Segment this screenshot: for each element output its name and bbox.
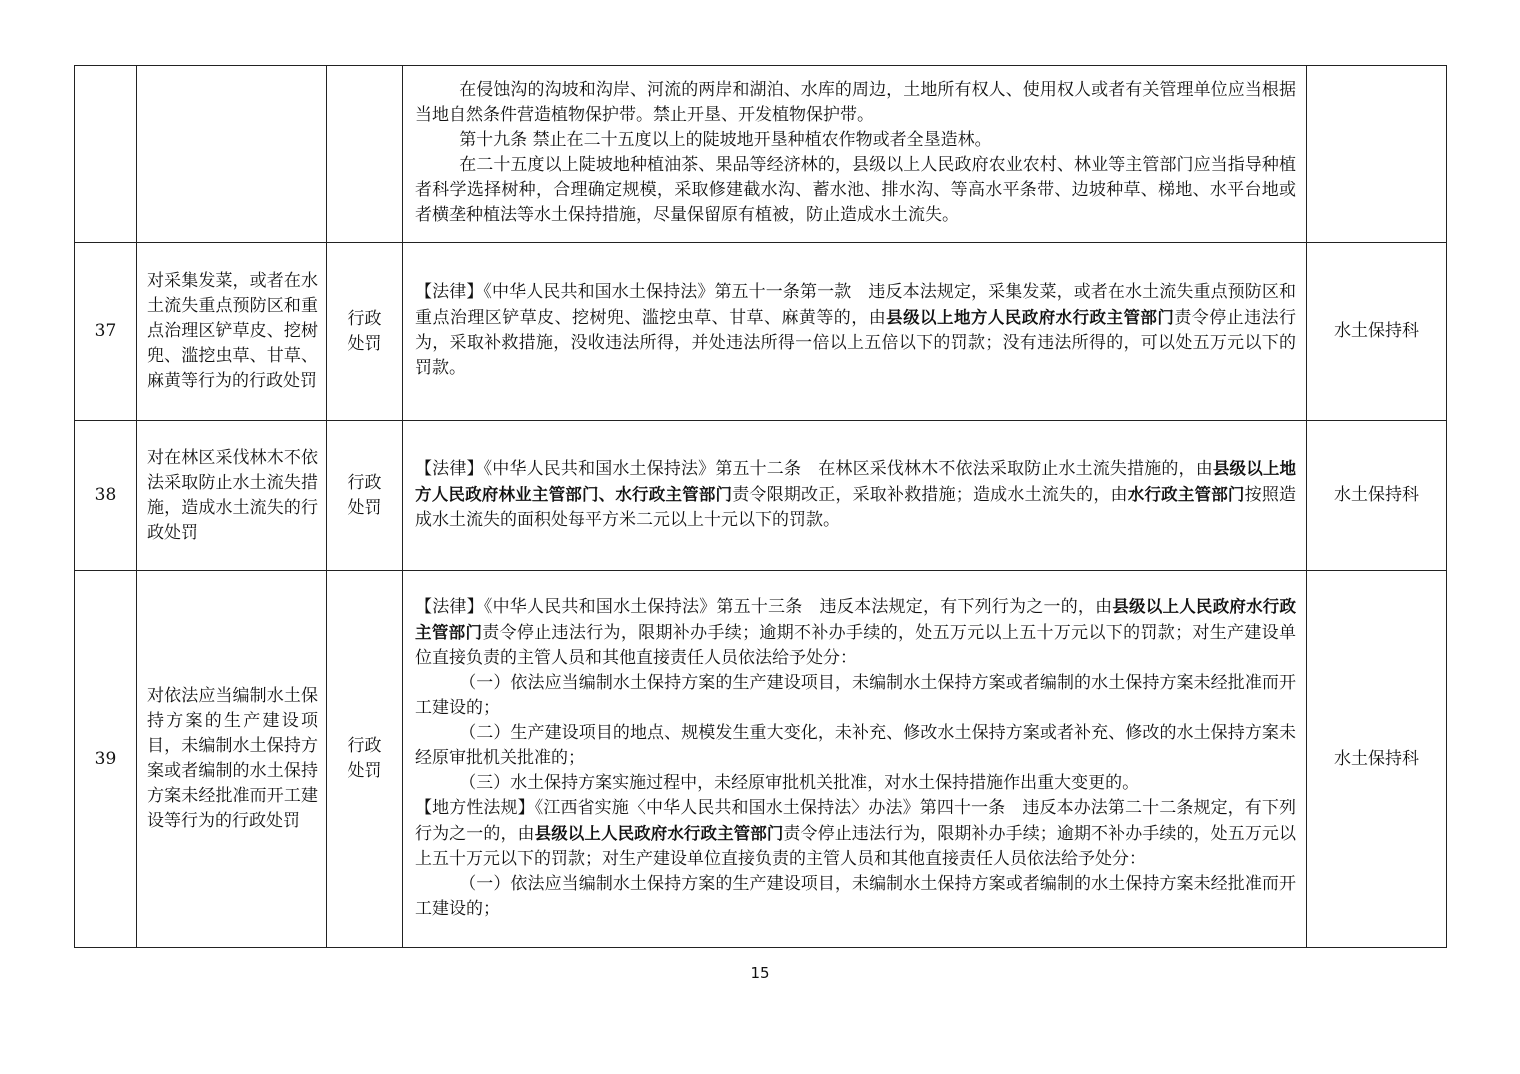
legal-paragraph bbox=[415, 78, 1296, 128]
legal-text: 责令限期改正，采取补救措施；造成水土流失的，由 bbox=[732, 485, 1128, 505]
legal-text: 【地方性法规】《江西省实施〈中华人民共和国水土保持法〉办法》第四十一条 违反本办法第二十二条规定，有下列行为之一的，由 bbox=[415, 798, 1296, 844]
responsible-dept: 水土保持科 bbox=[1307, 421, 1447, 571]
legal-paragraph bbox=[415, 671, 1296, 721]
item-name: 对采集发菜，或者在水土流失重点预防区和重点治理区铲草皮、挖树兜、滥挖虫草、甘草、麻黄等行为的行政处罚 bbox=[137, 243, 327, 421]
item-category: 行政处罚 bbox=[327, 421, 403, 571]
item-category: 行政处罚 bbox=[327, 571, 403, 948]
legal-paragraph bbox=[415, 280, 1296, 381]
legal-paragraph bbox=[415, 128, 1296, 153]
authority-emphasis: 县级以上人民政府水行政主管部门 bbox=[415, 597, 1297, 642]
legal-text: 责令停止违法行为，采取补救措施，没收违法所得，并处违法所得一倍以上五倍以下的罚款；没有违法所得的，可以处五万元以下的罚款。 bbox=[415, 308, 1297, 378]
legal-paragraph bbox=[415, 721, 1296, 771]
legal-text: （二）生产建设项目的地点、规模发生重大变化，未补充、修改水土保持方案或者补充、修改的水土保持方案未经原审批机关批准的； bbox=[415, 723, 1296, 768]
item-name: 对在林区采伐林木不依法采取防止水土流失措施，造成水土流失的行政处罚 bbox=[137, 421, 327, 571]
authority-emphasis: 水行政主管部门 bbox=[1127, 485, 1245, 504]
legal-text: 【法律】《中华人民共和国水土保持法》第五十一条第一款 违反本法规定，采集发菜，或者在水土流失重点预防区和重点治理区铲草皮、挖树兜、滥挖虫草、甘草、麻黄等的，由 bbox=[415, 282, 1296, 328]
legal-text: 责令停止违法行为，限期补办手续；逾期不补办手续的，处五万元以上五十万元以下的罚款；对生产建设单位直接负责的主管人员和其他直接责任人员依法给予处分： bbox=[415, 824, 1297, 869]
responsible-dept bbox=[1307, 66, 1447, 243]
legal-paragraph bbox=[415, 456, 1296, 533]
legal-text: 在二十五度以上陡坡地种植油茶、果品等经济林的，县级以上人民政府农业农村、林业等主管部门应当指导种植者科学选择树种，合理确定规模，采取修建截水沟、蓄水池、排水沟、等高水平条带、边坡种草、梯地、水平台地或者横垄种植法等水土保持措施，尽量保留原有植被，防止造成水土流失。 bbox=[415, 155, 1296, 225]
legal-paragraph bbox=[415, 796, 1296, 872]
legal-text: 【法律】《中华人民共和国水土保持法》第五十二条 在林区采伐林木不依法采取防止水土流失措施的，由 bbox=[415, 459, 1213, 479]
legal-basis bbox=[403, 243, 1307, 421]
legal-basis bbox=[403, 66, 1307, 243]
row-number: 38 bbox=[75, 421, 137, 571]
legal-text: 【法律】《中华人民共和国水土保持法》第五十三条 违反本法规定，有下列行为之一的，由 bbox=[415, 597, 1113, 617]
table-row bbox=[75, 421, 1447, 571]
legal-paragraph bbox=[415, 594, 1296, 671]
legal-paragraph bbox=[415, 771, 1296, 796]
responsible-dept: 水土保持科 bbox=[1307, 243, 1447, 421]
authority-emphasis: 县级以上人民政府水行政主管部门 bbox=[534, 824, 784, 843]
legal-text: 在侵蚀沟的沟坡和沟岸、河流的两岸和湖泊、水库的周边，土地所有权人、使用权人或者有关管理单位应当根据当地自然条件营造植物保护带。禁止开垦、开发植物保护带。 bbox=[415, 80, 1296, 125]
table-row bbox=[75, 571, 1447, 948]
legal-basis bbox=[403, 421, 1307, 571]
legal-text: 第十九条 禁止在二十五度以上的陡坡地开垦种植农作物或者全垦造林。 bbox=[459, 130, 992, 150]
legal-basis bbox=[403, 571, 1307, 948]
legal-text: （一）依法应当编制水土保持方案的生产建设项目，未编制水土保持方案或者编制的水土保持方案未经批准而开工建设的； bbox=[415, 874, 1296, 919]
legal-paragraph bbox=[415, 153, 1296, 228]
item-category: 行政处罚 bbox=[327, 243, 403, 421]
table-row bbox=[75, 66, 1447, 243]
legal-text: （三）水土保持方案实施过程中，未经原审批机关批准，对水土保持措施作出重大变更的。 bbox=[459, 773, 1140, 793]
row-number: 37 bbox=[75, 243, 137, 421]
authority-emphasis: 县级以上地方人民政府水行政主管部门 bbox=[886, 308, 1175, 327]
legal-text: 按照造成水土流失的面积处每平方米二元以上十元以下的罚款。 bbox=[415, 485, 1297, 530]
authority-emphasis: 县级以上地方人民政府林业主管部门、水行政主管部门 bbox=[415, 459, 1297, 504]
item-name bbox=[137, 66, 327, 243]
table-row bbox=[75, 243, 1447, 421]
page-number: 15 bbox=[750, 964, 770, 982]
item-name: 对依法应当编制水土保持方案的生产建设项目，未编制水土保持方案或者编制的水土保持方案未经批准而开工建设等行为的行政处罚 bbox=[137, 571, 327, 948]
legal-text: （一）依法应当编制水土保持方案的生产建设项目，未编制水土保持方案或者编制的水土保持方案未经批准而开工建设的； bbox=[415, 673, 1296, 718]
legal-paragraph bbox=[415, 872, 1296, 922]
responsible-dept: 水土保持科 bbox=[1307, 571, 1447, 948]
penalty-table bbox=[74, 65, 1447, 948]
legal-text: 责令停止违法行为，限期补办手续；逾期不补办手续的，处五万元以上五十万元以下的罚款；对生产建设单位直接负责的主管人员和其他直接责任人员依法给予处分： bbox=[415, 623, 1296, 668]
row-number: 39 bbox=[75, 571, 137, 948]
item-category bbox=[327, 66, 403, 243]
row-number bbox=[75, 66, 137, 243]
